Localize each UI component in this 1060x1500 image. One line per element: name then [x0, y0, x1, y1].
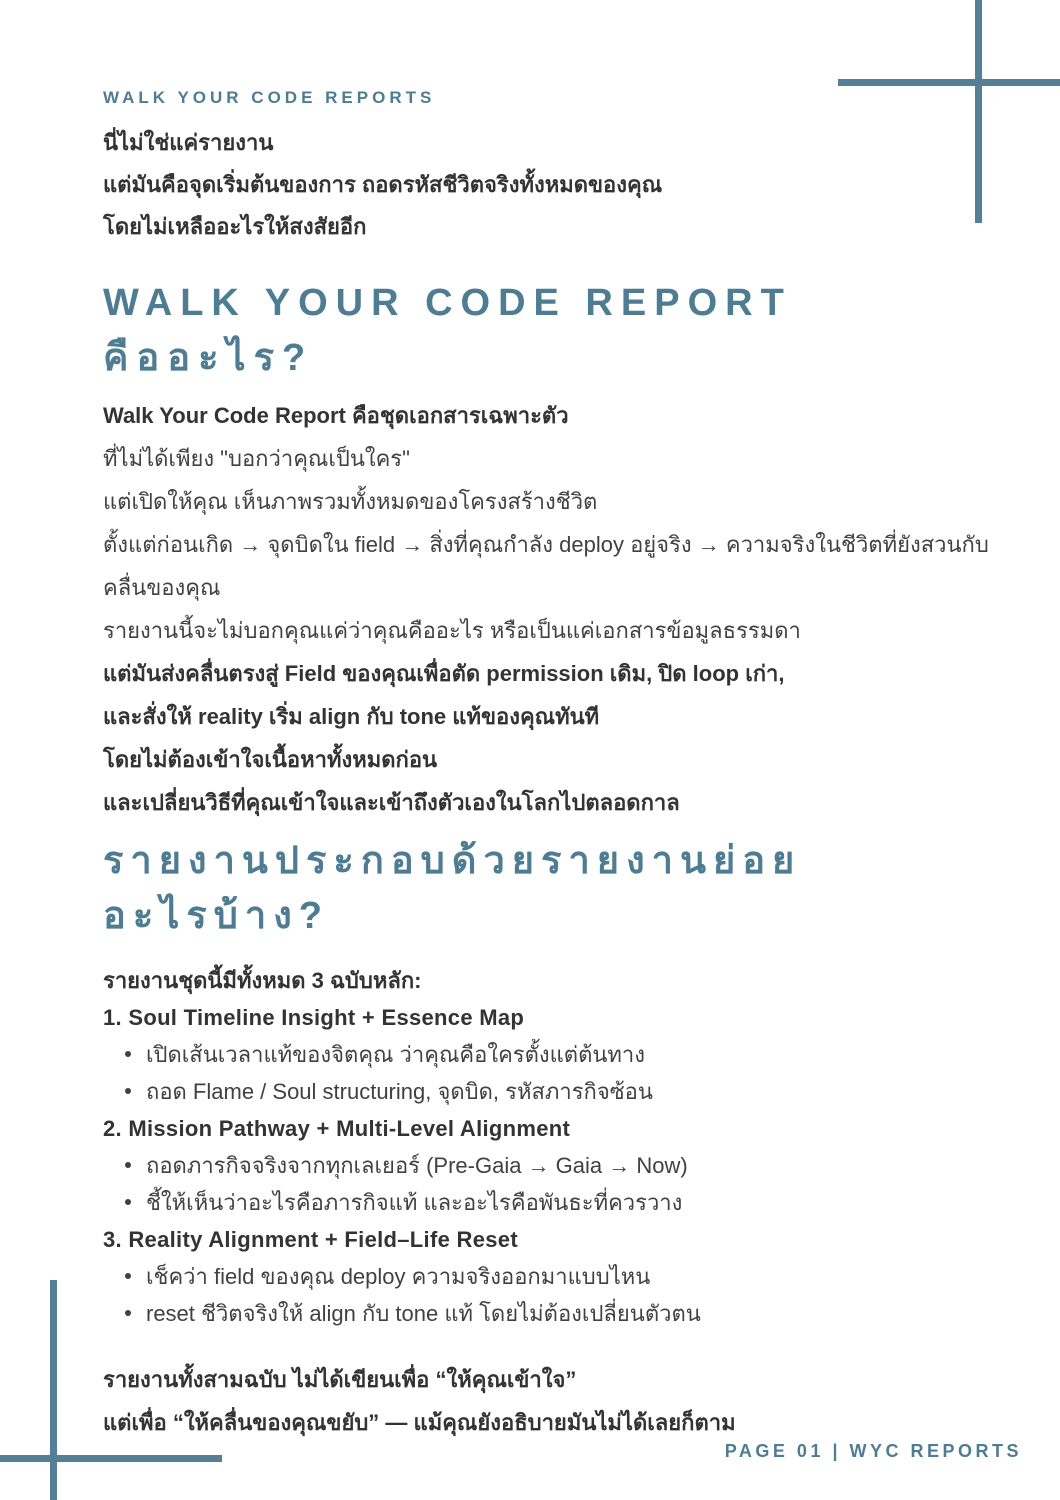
- closing-statement: [103, 1358, 1011, 1444]
- paragraph-what-description: [103, 394, 1011, 609]
- bullet-text: เช็คว่า field ของคุณ deploy ความจริงออกมาแบบไหน: [146, 1264, 651, 1289]
- page-content: [103, 88, 1011, 1444]
- bullet-text: เปิดเส้นเวลาแท้ของจิตคุณ ว่าคุณคือใครตั้งแต่ต้นทาง: [146, 1042, 646, 1067]
- corner-cross-top-right-horizontal-line: [838, 79, 1060, 86]
- paragraph-report-effect: [103, 609, 1011, 824]
- body-line: และสั่งให้ reality เริ่ม align กับ tone แท้ของคุณทันที: [103, 704, 600, 729]
- body-line: แต่เปิดให้คุณ เห็นภาพรวมทั้งหมดของโครงสร้างชีวิต: [103, 489, 598, 514]
- bullet-icon: [125, 1162, 131, 1168]
- intro-line-2: แต่มันคือจุดเริ่มต้นของการ ถอดรหัสชีวิตจริงทั้งหมดของคุณ: [103, 172, 663, 197]
- corner-cross-bottom-left-vertical-line: [50, 1280, 57, 1500]
- list-item-1: [103, 999, 1011, 1110]
- bullet-text: ชี้ให้เห็นว่าอะไรคือภารกิจแท้ และอะไรคือพันธะที่ควรวาง: [146, 1190, 683, 1215]
- list-item-title: 3. Reality Alignment + Field–Life Reset: [103, 1227, 518, 1252]
- body-line: แต่มันส่งคลื่นตรงสู่ Field ของคุณเพื่อตัด permission เดิม, ปิด loop เก่า,: [103, 661, 785, 686]
- list-bullet: [103, 1073, 1011, 1110]
- intro-line-3: โดยไม่เหลืออะไรให้สงสัยอีก: [103, 214, 367, 239]
- heading-line-1: รายงานประกอบด้วยรายงานย่อย: [103, 840, 802, 882]
- body-line: Walk Your Code Report คือชุดเอกสารเฉพาะตัว: [103, 403, 569, 428]
- intro-block: [103, 122, 1011, 248]
- closing-line-1: รายงานทั้งสามฉบับ ไม่ได้เขียนเพื่อ “ให้คุณเข้าใจ”: [103, 1367, 577, 1392]
- body-line: ที่ไม่ได้เพียง "บอกว่าคุณเป็นใคร": [103, 446, 410, 471]
- bullet-text: reset ชีวิตจริงให้ align กับ tone แท้ โดยไม่ต้องเปลี่ยนตัวตน: [146, 1301, 701, 1326]
- report-list: [103, 962, 1011, 1332]
- bullet-icon: [125, 1273, 131, 1279]
- list-bullet: [103, 1295, 1011, 1332]
- list-item-title: 2. Mission Pathway + Multi-Level Alignment: [103, 1116, 571, 1141]
- bullet-text: ถอดภารกิจจริงจากทุกเลเยอร์ (Pre-Gaia → Gaia → Now): [146, 1153, 688, 1178]
- heading-line-1: WALK YOUR CODE REPORT: [103, 282, 792, 324]
- body-line: โดยไม่ต้องเข้าใจเนื้อหาทั้งหมดก่อน: [103, 747, 438, 772]
- heading-line-2: คืออะไร?: [103, 337, 314, 379]
- corner-cross-bottom-left-horizontal-line: [0, 1455, 222, 1462]
- list-bullet: [103, 1258, 1011, 1295]
- section-heading-what-is-report: [103, 276, 1011, 386]
- list-item-2: [103, 1110, 1011, 1221]
- body-line: รายงานนี้จะไม่บอกคุณแค่ว่าคุณคืออะไร หรือเป็นแค่เอกสารข้อมูลธรรมดา: [103, 618, 801, 643]
- bullet-icon: [125, 1199, 131, 1205]
- list-bullet: [103, 1184, 1011, 1221]
- heading-line-2: อะไรบ้าง?: [103, 895, 329, 937]
- list-bullet: [103, 1147, 1011, 1184]
- bullet-icon: [125, 1088, 131, 1094]
- section-heading-sub-reports: [103, 834, 1011, 944]
- intro-line-1: นี่ไม่ใช่แค่รายงาน: [103, 130, 274, 155]
- list-item-3: [103, 1221, 1011, 1332]
- list-item-title: 1. Soul Timeline Insight + Essence Map: [103, 1005, 525, 1030]
- bullet-icon: [125, 1310, 131, 1316]
- closing-line-2: แต่เพื่อ “ให้คลื่นของคุณขยับ” — แม้คุณยังอธิบายมันไม่ได้เลยก็ตาม: [103, 1410, 736, 1435]
- bullet-text: ถอด Flame / Soul structuring, จุดบิด, รหัสภารกิจซ้อน: [146, 1079, 653, 1104]
- list-lead: รายงานชุดนี้มีทั้งหมด 3 ฉบับหลัก:: [103, 968, 422, 993]
- report-kicker: WALK YOUR CODE REPORTS: [103, 88, 436, 107]
- body-line: ตั้งแต่ก่อนเกิด → จุดบิดใน field → สิ่งที่คุณกำลัง deploy อยู่จริง → ความจริงในชีวิตที่ยังสวนกับ: [103, 532, 989, 557]
- list-bullet: [103, 1036, 1011, 1073]
- body-line: คลื่นของคุณ: [103, 575, 221, 600]
- page-footer: PAGE 01 | WYC REPORTS: [724, 1441, 1022, 1461]
- body-line: และเปลี่ยนวิธีที่คุณเข้าใจและเข้าถึงตัวเองในโลกไปตลอดกาล: [103, 790, 680, 815]
- bullet-icon: [125, 1051, 131, 1057]
